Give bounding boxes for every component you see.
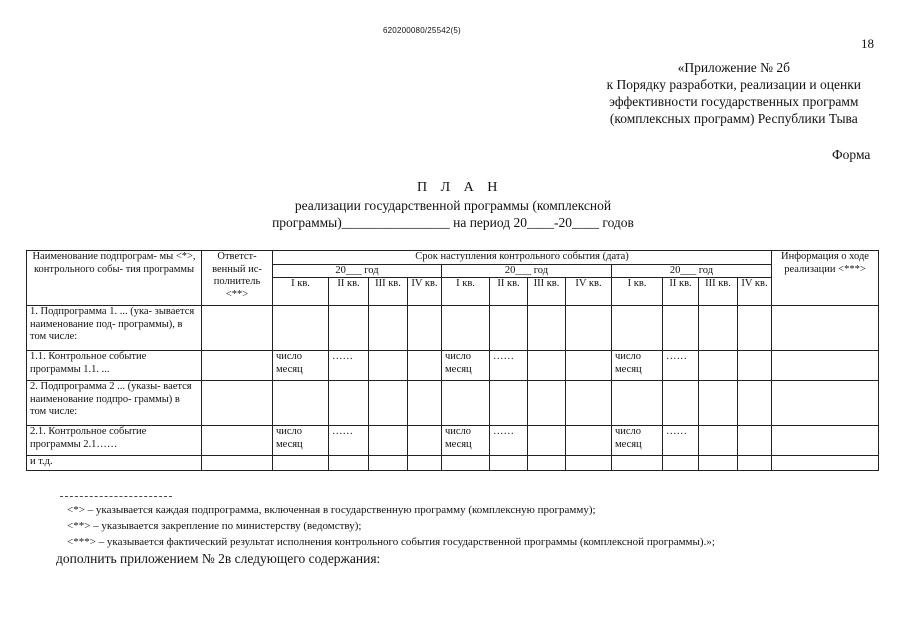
quarter-header: II кв.: [490, 278, 528, 306]
row-name: 2. Подпрограмма 2 ... (указы- вается наименование подпро- граммы) в том числе:: [27, 381, 202, 426]
header-info: Информация о ходе реализации <***>: [772, 251, 879, 306]
table-row: [27, 381, 879, 426]
quarter-header: III кв.: [699, 278, 738, 306]
footnote-separator: [60, 496, 172, 497]
row-name: 1.1. Контрольное событие программы 1.1. ...: [27, 351, 202, 381]
header-responsible: Ответст- венный ис- полнитель <**>: [202, 251, 273, 306]
row-name: 1. Подпрограмма 1. ... (ука- зывается наименование под- программы), в том числе:: [27, 306, 202, 351]
date-cell: число месяц: [442, 351, 490, 381]
quarter-header: IV кв.: [738, 278, 772, 306]
date-dots: ……: [490, 351, 528, 381]
table-row: [27, 456, 879, 471]
appendix-line-4: (комплексных программ) Республики Тыва: [609, 111, 858, 126]
appendix-header: [607, 59, 861, 127]
date-dots: ……: [329, 351, 369, 381]
quarter-header: IV кв.: [408, 278, 442, 306]
plan-title: П Л А Н: [417, 180, 503, 195]
plan-table: [26, 250, 879, 471]
date-dots: ……: [490, 426, 528, 456]
year-group: 20___ год: [273, 264, 442, 278]
row-name: и т.д.: [27, 456, 202, 471]
table-row: [27, 426, 879, 456]
year-group: 20___ год: [612, 264, 772, 278]
year-group: 20___ год: [442, 264, 612, 278]
appendix-line-1: «Приложение № 2б: [677, 60, 791, 75]
footnote-3: <***> – указывается фактический результат исполнения контрольного события государственной программы (комплексной программы).»;: [67, 536, 715, 548]
date-cell: число месяц: [612, 426, 663, 456]
date-dots: ……: [329, 426, 369, 456]
header-date-span: Срок наступления контрольного события (дата): [273, 251, 772, 265]
final-text: дополнить приложением № 2в следующего содержания:: [56, 551, 381, 566]
quarter-header: III кв.: [528, 278, 566, 306]
quarter-header: III кв.: [369, 278, 408, 306]
date-cell: число месяц: [273, 426, 329, 456]
quarter-header: IV кв.: [566, 278, 612, 306]
table-row: [27, 351, 879, 381]
date-cell: число месяц: [273, 351, 329, 381]
footnote-2: <**> – указывается закрепление по министерству (ведомству);: [67, 520, 362, 532]
quarter-header: I кв.: [273, 278, 329, 306]
quarter-header: II кв.: [329, 278, 369, 306]
date-cell: число месяц: [442, 426, 490, 456]
row-name: 2.1. Контрольное событие программы 2.1……: [27, 426, 202, 456]
footnote-1: <*> – указывается каждая подпрограмма, включенная в государственную программу (комплексную программу);: [67, 504, 596, 516]
appendix-line-3: эффективности государственных программ: [609, 94, 859, 109]
quarter-header: I кв.: [442, 278, 490, 306]
quarter-header: I кв.: [612, 278, 663, 306]
date-cell: число месяц: [612, 351, 663, 381]
quarter-header: II кв.: [663, 278, 699, 306]
header-row-1: [27, 251, 879, 265]
page-number: 18: [861, 36, 874, 51]
document-id: 620200080/25542(5): [383, 26, 461, 35]
form-label: Форма: [832, 147, 871, 162]
date-dots: ……: [663, 351, 699, 381]
table-row: [27, 306, 879, 351]
header-name: Наименование подпрограм- мы <*>, контрольного собы- тия программы: [27, 251, 202, 306]
appendix-line-2: к Порядку разработки, реализации и оценки: [606, 77, 861, 92]
plan-subtitle: реализации государственной программы (комплексной программы)________________ на период 20____-20____ годов: [272, 198, 634, 230]
date-dots: ……: [663, 426, 699, 456]
